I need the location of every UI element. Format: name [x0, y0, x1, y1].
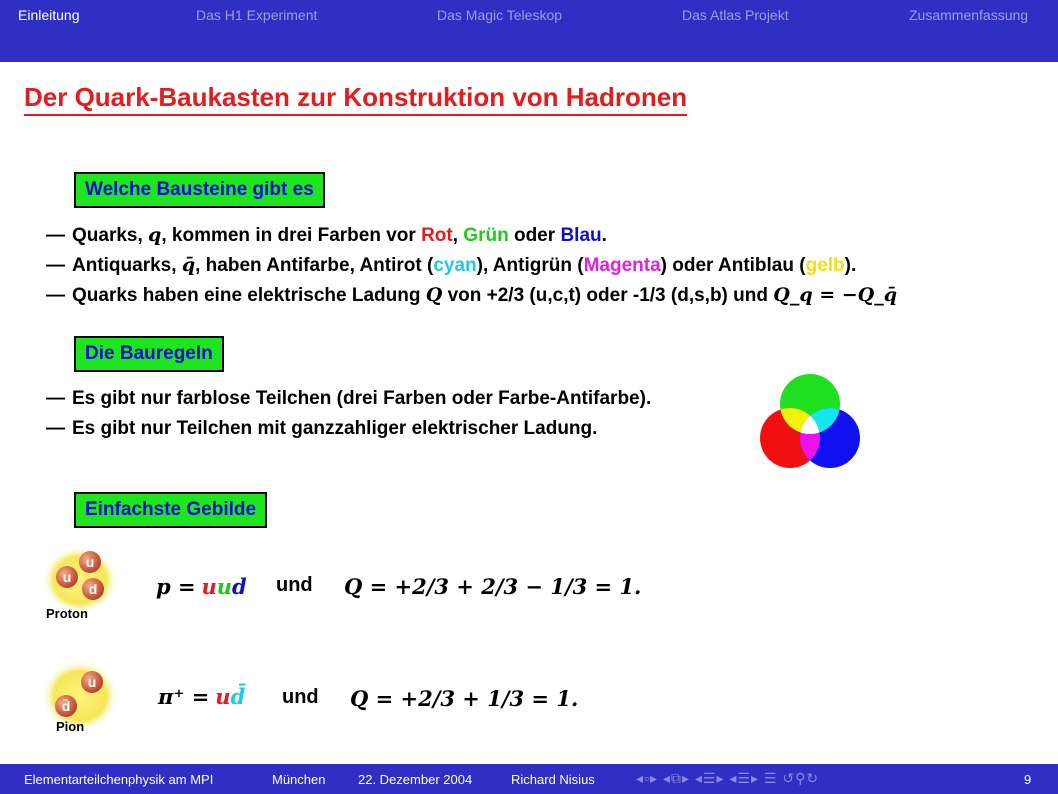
color-word-magenta: Magenta	[583, 255, 661, 276]
bullet-ladung	[46, 284, 897, 307]
math-symbol-q: q	[148, 224, 162, 246]
nav-subsection-icon[interactable]: ◂☰▸	[729, 770, 759, 786]
nav-first-icon[interactable]: ◂▫▸	[636, 770, 659, 786]
section-heading-bausteine: Welche Bausteine gibt es	[74, 172, 325, 208]
nav-item-h1-experiment[interactable]: Das H1 Experiment	[196, 7, 318, 23]
separator: ,	[452, 225, 459, 246]
bullet-text: , haben Antifarbe, Antirot (	[195, 255, 434, 276]
nav-align-icon[interactable]: ☰	[763, 770, 778, 786]
color-word-gruen: Grün	[463, 225, 509, 246]
bullet-text: Es gibt nur farblose Teilchen (drei Farben oder Farbe-Antifarbe).	[72, 388, 652, 409]
color-word-rot: Rot	[421, 225, 453, 246]
bullet-farblos	[46, 388, 651, 410]
bullet-end: .	[601, 225, 607, 246]
pion-quark-2: d̄	[61, 698, 71, 714]
pion-label: Pion	[56, 719, 85, 734]
color-mixing-wheel-icon	[760, 372, 860, 470]
pion-und: und	[282, 686, 319, 708]
proton-quark-2: u	[62, 569, 72, 585]
slide-title: Der Quark-Baukasten zur Konstruktion von Hadronen	[24, 82, 687, 116]
color-word-cyan: cyan	[433, 255, 477, 276]
pion-quark-u: u	[215, 684, 231, 709]
nav-undo-icon[interactable]: ↺	[782, 770, 796, 786]
proton-quark-3: d	[88, 581, 98, 597]
nav-item-magic-teleskop[interactable]: Das Magic Teleskop	[437, 7, 563, 23]
bullet-dash: —	[46, 388, 65, 409]
proton-charge	[344, 574, 641, 600]
footer-author: Richard Nisius	[511, 772, 595, 787]
proton-quark-u1: u	[201, 574, 217, 599]
bullet-text: Quarks haben eine elektrische Ladung	[72, 285, 421, 306]
pion-lhs: π⁺ =	[158, 684, 210, 709]
bullet-dash: —	[46, 255, 65, 276]
pion-charge-equation: Q = +2/3 + 1/3 = 1.	[350, 686, 579, 711]
nav-item-zusammenfassung[interactable]: Zusammenfassung	[909, 7, 1029, 23]
pion-charge	[350, 686, 578, 712]
bullet-text: ) oder Antiblau (	[660, 255, 806, 276]
pion-quark-1: u	[87, 674, 97, 690]
proton-formula	[156, 574, 247, 600]
proton-quark-1: u	[85, 554, 95, 570]
top-navigation-bar	[0, 0, 1058, 62]
footer-city: München	[272, 772, 326, 787]
bullet-text: oder	[513, 225, 556, 246]
math-symbol-qbar: q̄	[181, 254, 196, 276]
beamer-navigation	[636, 770, 819, 787]
nav-redo-icon[interactable]: ↻	[806, 770, 820, 786]
bullet-text: ), Antigrün (	[476, 255, 584, 276]
proton-quark-d: d	[232, 574, 247, 599]
math-symbol-Q: Q	[425, 284, 443, 306]
bullet-dash: —	[46, 225, 65, 246]
bullet-antiquarks	[46, 254, 856, 277]
pion-formula	[158, 684, 245, 710]
bullet-quarks	[46, 224, 607, 247]
color-word-gelb: gelb	[805, 255, 845, 276]
proton-und: und	[276, 574, 313, 596]
section-heading-gebilde: Einfachste Gebilde	[74, 492, 267, 528]
nav-item-atlas-projekt[interactable]: Das Atlas Projekt	[682, 7, 789, 23]
bullet-dash: —	[46, 418, 65, 439]
bullet-text: Antiquarks,	[72, 255, 177, 276]
bullet-text: von +2/3 (u,c,t) oder -1/3 (d,s,b) und	[447, 285, 768, 306]
nav-section-icon[interactable]: ◂☰▸	[694, 770, 725, 786]
bullet-text: ).	[844, 255, 857, 276]
color-word-blau: Blau	[560, 225, 602, 246]
proton-quark-u2: u	[216, 574, 232, 599]
nav-frame-icon[interactable]: ◂⧉▸	[662, 770, 690, 786]
bullet-text: Quarks,	[72, 225, 143, 246]
proton-label: Proton	[46, 606, 88, 621]
bullet-text: Es gibt nur Teilchen mit ganzzahliger elektrischer Ladung.	[72, 418, 598, 439]
footer-date: 22. Dezember 2004	[358, 772, 473, 787]
footer-course: Elementarteilchenphysik am MPI	[24, 772, 214, 787]
section-heading-bauregeln: Die Bauregeln	[74, 336, 224, 372]
page-number: 9	[1024, 772, 1032, 787]
pion-quark-dbar: d̄	[230, 684, 246, 709]
bullet-text: , kommen in drei Farben vor	[161, 225, 416, 246]
nav-item-einleitung[interactable]: Einleitung	[18, 7, 80, 23]
bullet-ganzzahlig	[46, 418, 597, 440]
charge-relation: Q_q = −Q_q̄	[773, 284, 898, 306]
proton-lhs: p =	[156, 574, 196, 599]
proton-charge-equation: Q = +2/3 + 2/3 − 1/3 = 1.	[344, 574, 642, 599]
nav-search-icon[interactable]: ⚲	[795, 770, 807, 786]
footer-bar	[0, 764, 1058, 794]
bullet-dash: —	[46, 285, 65, 306]
